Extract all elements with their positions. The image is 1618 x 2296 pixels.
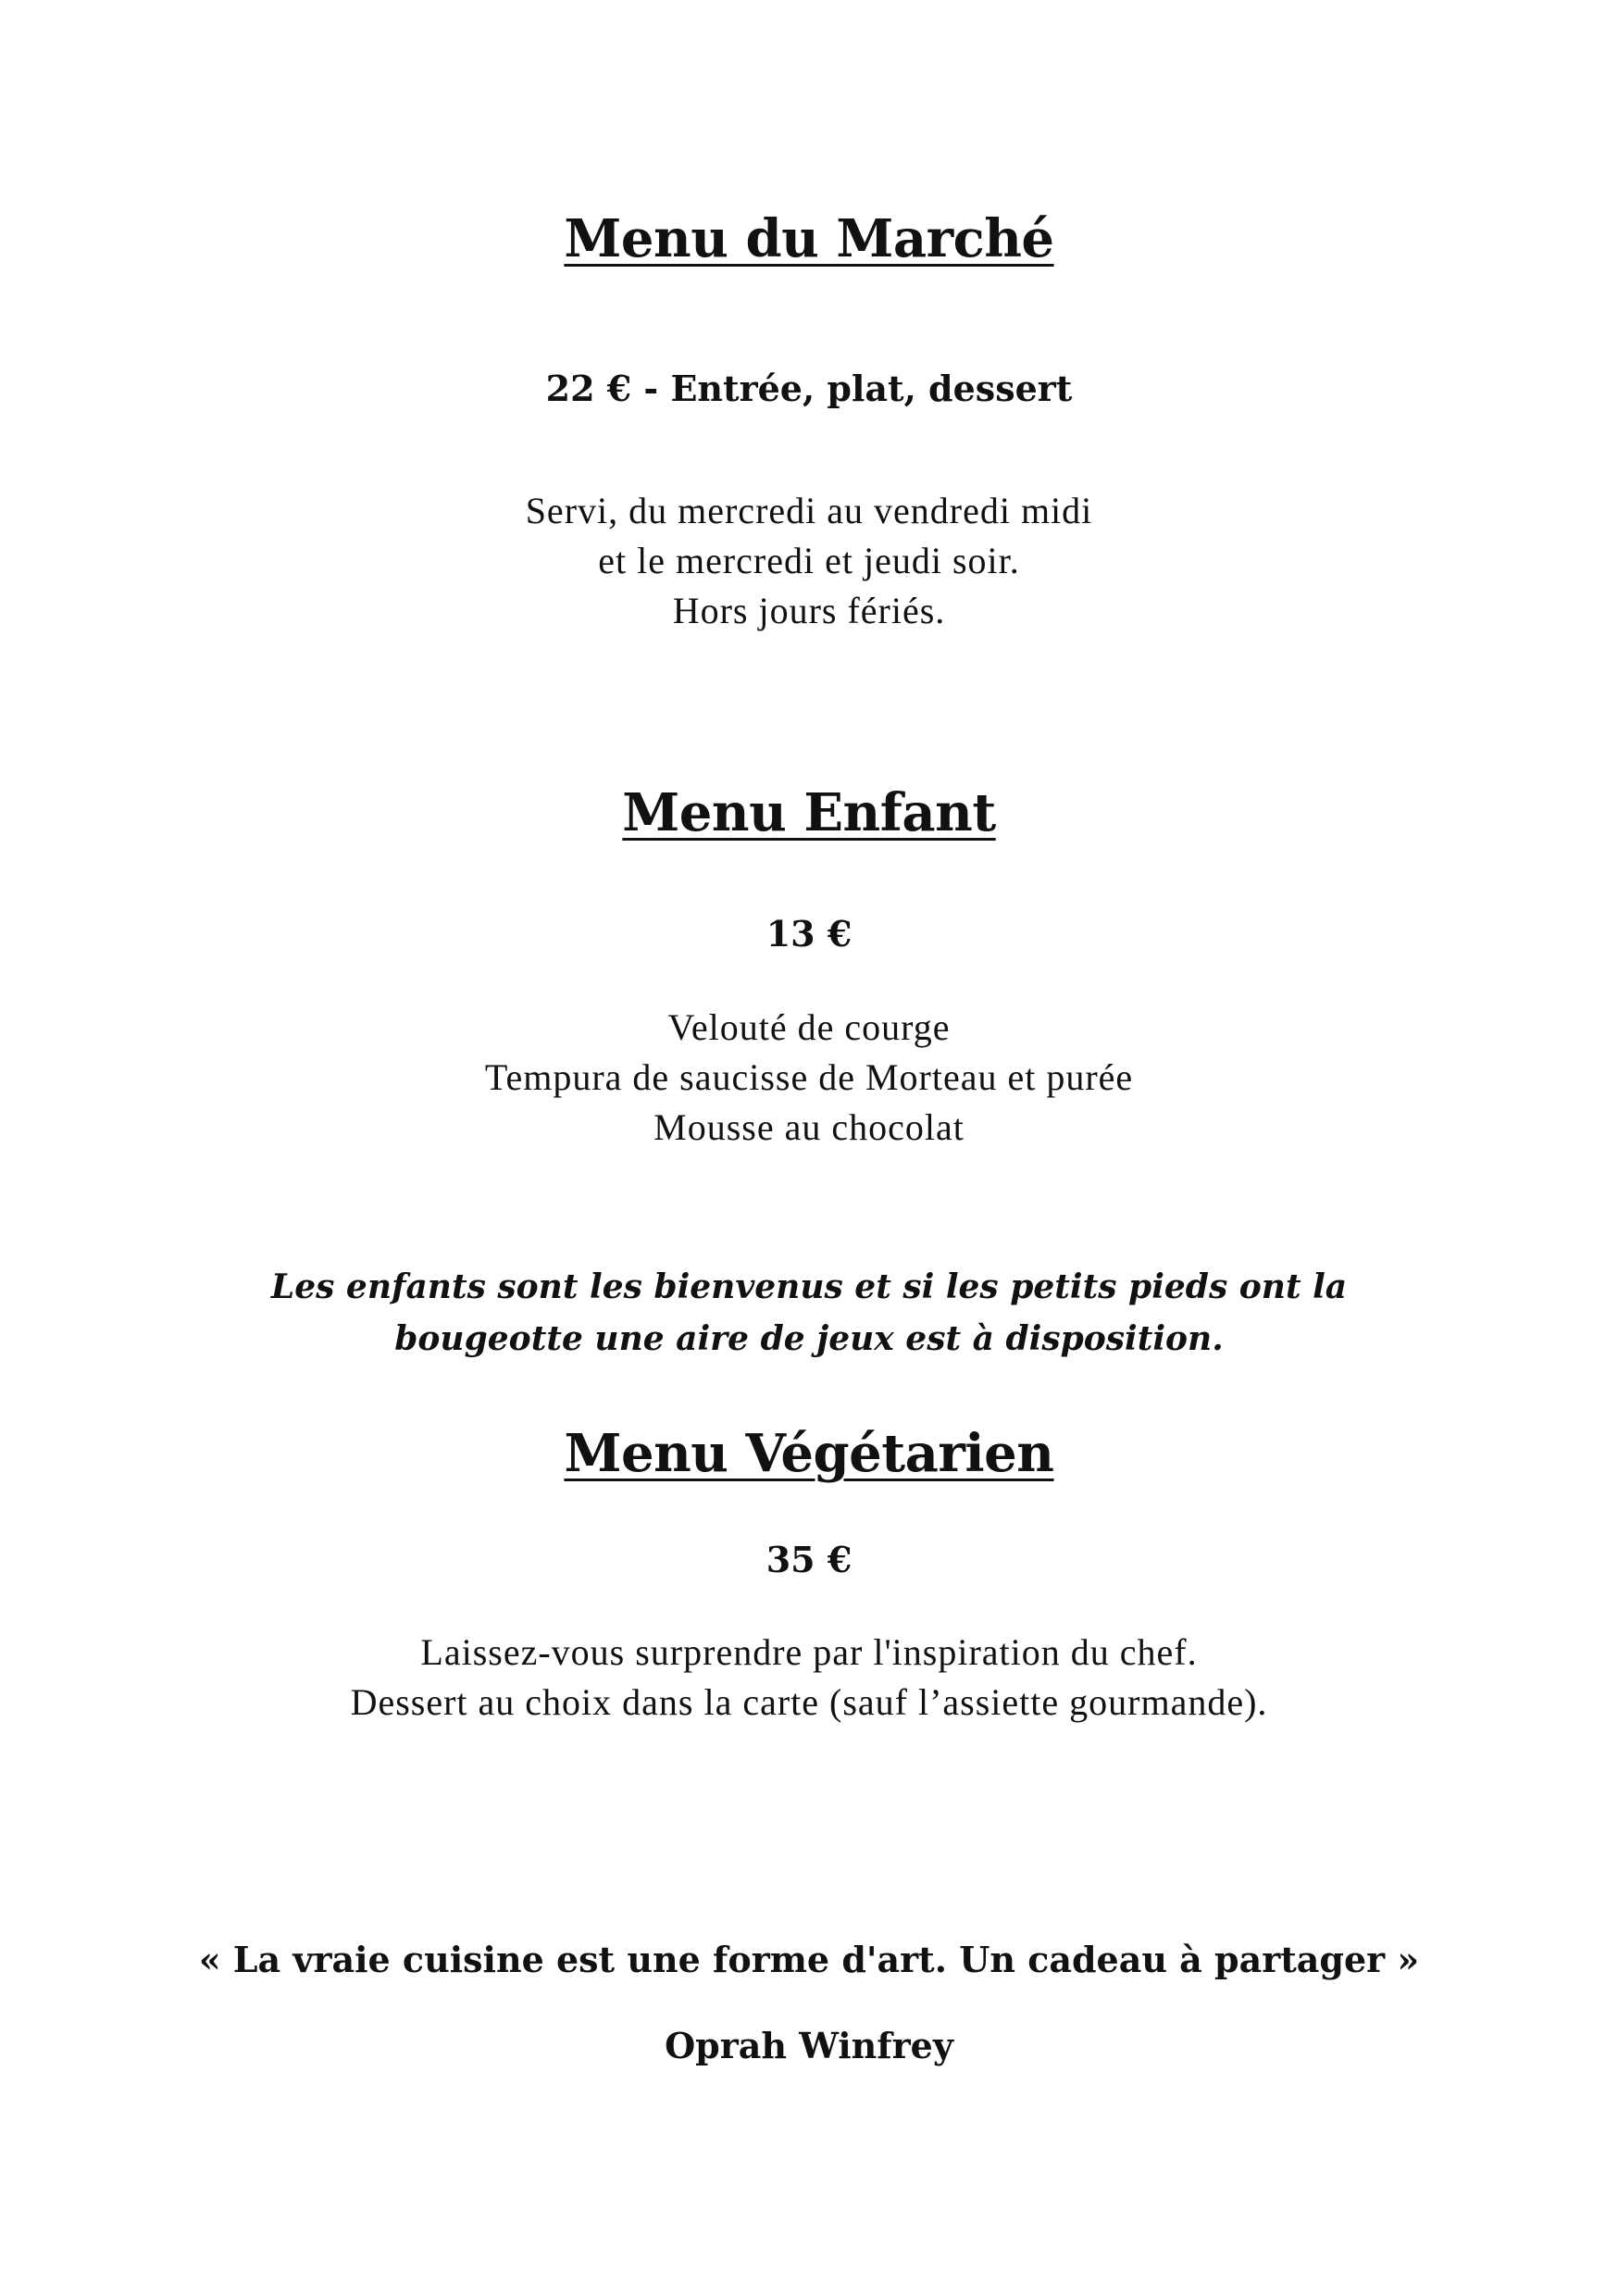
menu-enfant-price: 13 € xyxy=(765,913,853,955)
menu-enfant-dish: Tempura de saucisse de Morteau et purée xyxy=(484,1056,1134,1098)
menu-enfant-note-line: Les enfants sont les bienvenus et si les petits pieds ont la xyxy=(270,1267,1348,1306)
menu-marche-details xyxy=(0,486,1618,636)
menu-marche-price-block xyxy=(0,366,1618,411)
menu-marche-line: et le mercredi et jeudi soir. xyxy=(598,540,1020,581)
quote-author-block xyxy=(0,2023,1618,2068)
menu-marche-line: Hors jours fériés. xyxy=(672,590,946,631)
menu-enfant-dish: Velouté de courge xyxy=(667,1006,951,1048)
quote-author: Oprah Winfrey xyxy=(665,2025,953,2066)
menu-vegetarien-title: Menu Végétarien xyxy=(564,1423,1054,1484)
menu-enfant-title: Menu Enfant xyxy=(622,782,996,843)
menu-enfant-note xyxy=(0,1261,1618,1365)
menu-vegetarien-details xyxy=(0,1628,1618,1728)
menu-enfant-dishes xyxy=(0,1003,1618,1153)
menu-vegetarien-price: 35 € xyxy=(765,1539,853,1580)
quote-text: « La vraie cuisine est une forme d'art. Un cadeau à partager » xyxy=(198,1939,1420,1980)
menu-enfant-price-block xyxy=(0,911,1618,956)
menu-vegetarien-line: Laissez-vous surprendre par l'inspiration du chef. xyxy=(420,1631,1198,1673)
menu-vegetarien-line: Dessert au choix dans la carte (sauf l’assiette gourmande). xyxy=(350,1681,1268,1723)
menu-enfant-section xyxy=(0,782,1618,844)
menu-marche-price: 22 € - Entrée, plat, dessert xyxy=(545,368,1073,409)
menu-marche-section xyxy=(0,208,1618,270)
menu-vegetarien-section xyxy=(0,1423,1618,1485)
menu-enfant-note-line: bougeotte une aire de jeux est à disposition. xyxy=(394,1319,1224,1358)
quote-block xyxy=(0,1937,1618,1982)
menu-marche-line: Servi, du mercredi au vendredi midi xyxy=(525,490,1093,531)
menu-vegetarien-price-block xyxy=(0,1537,1618,1582)
menu-enfant-dish: Mousse au chocolat xyxy=(653,1106,965,1148)
menu-marche-title: Menu du Marché xyxy=(564,208,1054,269)
